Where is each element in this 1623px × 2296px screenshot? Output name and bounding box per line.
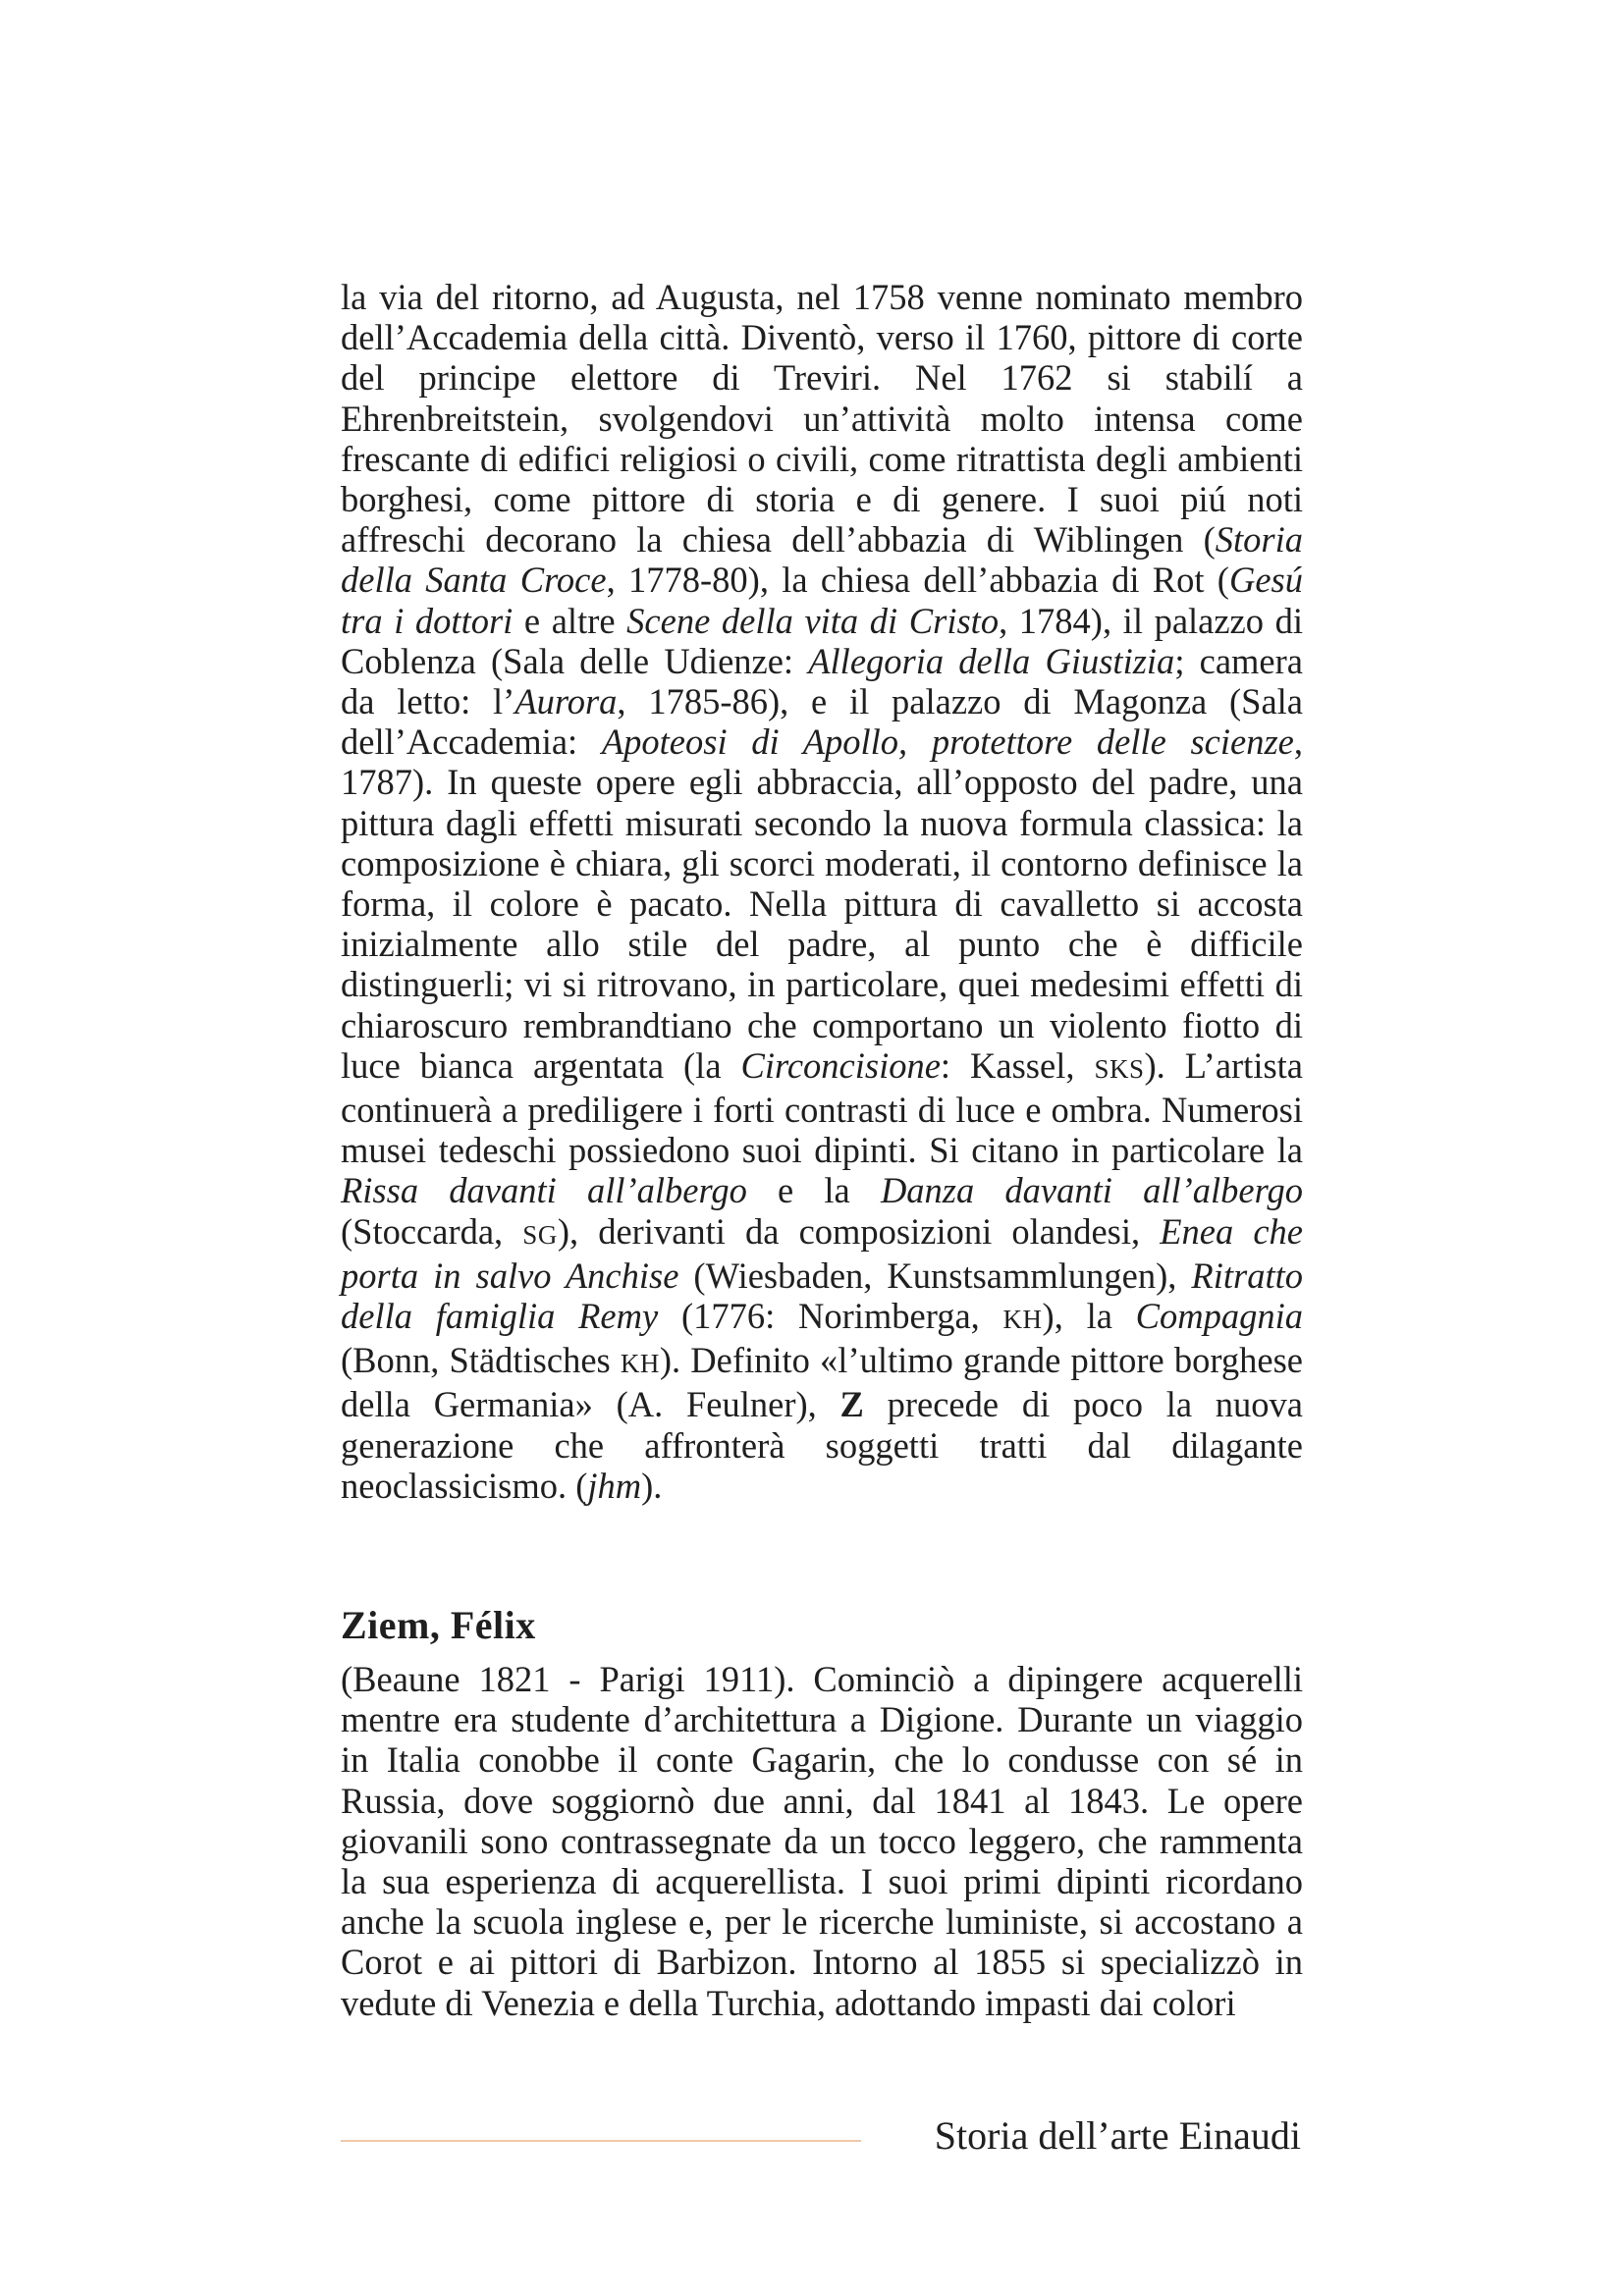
text-run: , 1778-80), la chiesa dell’abbazia di Rot ( — [606, 560, 1229, 601]
text-run: e la — [746, 1170, 881, 1211]
italic-title-run: Enea che porta in salvo Anchise — [341, 1210, 1304, 1296]
article-paragraph-1 — [341, 277, 1303, 1506]
italic-title-run: Compagnia — [1135, 1296, 1304, 1337]
text-run: ; camera da letto: l’ — [341, 640, 1303, 722]
text-run: precede di poco la nuova generazione che affronterà soggetti tratti dal dilagante neoclassicismo. ( — [341, 1384, 1303, 1506]
text-run: ), derivanti da composizioni olandesi, — [557, 1210, 1161, 1252]
italic-title-run: Aurora — [514, 681, 618, 722]
entry-heading: Ziem, Félix — [341, 1603, 536, 1647]
text-run: , 1784), il palazzo di Coblenza (Sala delle Udienze: — [341, 600, 1303, 681]
text-run: ). Definito «l’ultimo grande pittore borghese della Germania» (A. Feulner), — [341, 1340, 1303, 1425]
italic-title-run: Danza davanti all’albergo — [880, 1170, 1303, 1211]
footer-rule — [341, 2140, 861, 2142]
text-run: ). L’artista continuerà a prediligere i forti contrasti di luce e ombra. Numerosi musei tedeschi possiedono suoi dipinti. Si citano in particolare la — [341, 1044, 1303, 1171]
text-run: (Bonn, Städtisches — [341, 1340, 621, 1381]
italic-title-run: Rissa davanti all’albergo — [341, 1170, 747, 1211]
italic-title-run: Circoncisione — [740, 1044, 941, 1086]
text-run: : Kassel, — [940, 1044, 1095, 1086]
italic-title-run: Scene della vita di Cristo — [626, 600, 1000, 641]
text-run: la via del ritorno, ad Augusta, nel 1758 venne nominato membro dell’Accademia della città. Diventò, verso il 1760, pittore di corte del principe elettore di Treviri. Nel 1762 si stabilí a Ehrenbreitstein, svolgendovi un’attività molto intensa come frescante di edifici religiosi o civili, come ritrattista degli ambienti borghesi, come pittore di storia e di genere. I suoi piú noti affreschi decorano la chiesa dell’abbazia di Wiblingen ( — [341, 277, 1303, 561]
text-run: ), la — [1042, 1296, 1136, 1337]
italic-title-run: Storia della Santa Croce — [341, 519, 1303, 601]
collection-abbreviation-run: SG — [522, 1219, 558, 1250]
text-run: (Beaune 1821 - Parigi 1911). Cominciò a dipingere acquerelli mentre era studente d’architettura a Digione. Durante un viaggio in Italia conobbe il conte Gagarin, che lo condusse con sé in Russia, dove soggiornò due anni, dal 1841 al 1843. Le opere giovanili sono contrassegnate da un tocco leggero, che rammenta la sua esperienza di acquerellista. I suoi primi dipinti ricordano anche la scuola inglese e, per le ricerche luministe, si accostano a Corot e ai pittori di Barbizon. Intorno al 1855 si specializzò in vedute di Venezia e della Turchia, adottando impasti dai colori — [341, 1659, 1303, 2023]
collection-abbreviation-run: KH — [1002, 1305, 1043, 1335]
italic-title-run: Apoteosi di Apollo, protettore delle scienze — [601, 721, 1294, 763]
italic-title-run: Ritratto della famiglia Remy — [341, 1255, 1303, 1337]
collection-abbreviation-run: KH — [620, 1349, 660, 1379]
footer-publication-title: Storia dell’arte Einaudi — [934, 2113, 1301, 2158]
text-run: (Stoccarda, — [341, 1210, 523, 1252]
text-run: e altre — [513, 600, 627, 641]
collection-abbreviation-run: SKS — [1094, 1053, 1145, 1084]
text-run: , 1785-86), e il palazzo di Magonza (Sala dell’Accademia: — [341, 681, 1303, 763]
text-run: ). — [641, 1465, 663, 1506]
bold-abbreviation-run: Z — [839, 1384, 864, 1425]
text-run: (1776: Norimberga, — [658, 1296, 1003, 1337]
text-run: , 1787). In queste opere egli abbraccia, all’opposto del padre, una pittura dagli effetti misurati secondo la nuova formula classica: la composizione è chiara, gli scorci moderati, il contorno definisce la forma, il colore è pacato. Nella pittura di cavalletto si accosta inizialmente allo stile del padre, al punto che è difficile distinguerli; vi si ritrovano, in particolare, quei medesimi effetti di chiaroscuro rembrandtiano che comportano un violento fiotto di luce bianca argentata (la — [341, 721, 1303, 1086]
italic-title-run: jhm — [587, 1465, 642, 1506]
text-run: (Wiesbaden, Kunstsammlungen), — [678, 1255, 1192, 1296]
italic-title-run: Allegoria della Giustizia — [808, 640, 1175, 681]
article-paragraph-2 — [341, 1659, 1303, 2023]
italic-title-run: Gesú tra i dottori — [341, 560, 1303, 641]
